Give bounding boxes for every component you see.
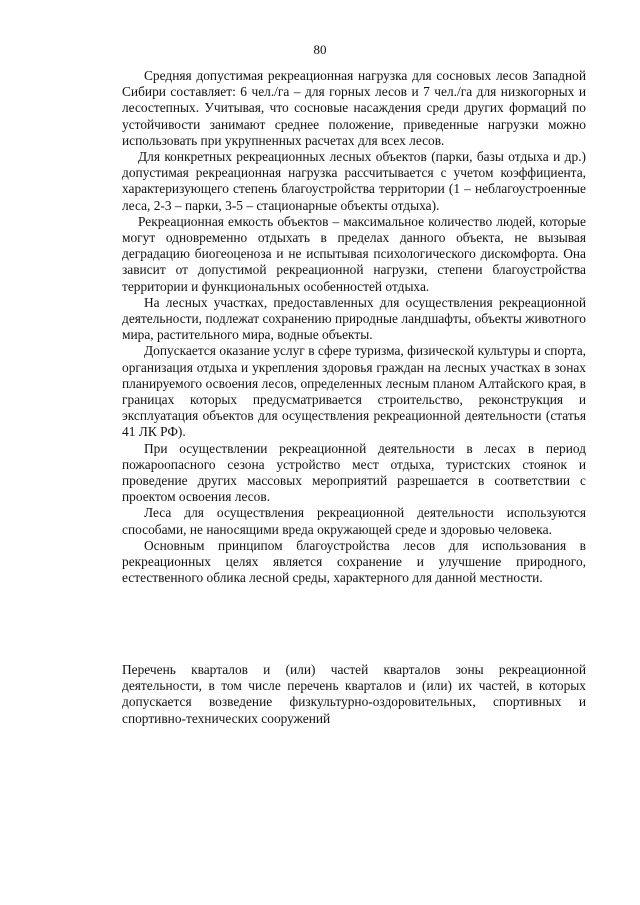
- paragraph-harmless-methods: Леса для осуществления рекреационной деятельности используются способами, не наносящими вреда окружающей среде и здоровью человека.: [122, 505, 586, 537]
- page-number: 80: [313, 42, 327, 57]
- paragraph-improvement-principle: Основным принципом благоустройства лесов для использования в рекреационных целях является сохранение и улучшение природного, естественного облика лесной среды, характерного для данной местности.: [122, 537, 586, 586]
- paragraph-load-coefficient: Для конкретных рекреационных лесных объектов (парки, базы отдыха и др.) допустимая рекреационная нагрузка рассчитывается с учетом коэффициента, характеризующего степень благоустройства территории (1 – неблагоустроенные леса, 2-3 – парки, 3-5 – стационарные объекты отдыха).: [122, 149, 586, 213]
- paragraph-fire-season: При осуществлении рекреационной деятельности в лесах в период пожароопасного сезона устройство мест отдыха, туристских стоянок и проведение других массовых мероприятий разрешается в соответствии с проектом освоения лесов.: [122, 440, 586, 505]
- paragraph-recreational-capacity: Рекреационная емкость объектов – максимальное количество людей, которые могут одновременно отдыхать в пределах данного объекта, не вызывая деградацию биогеоценоза и не испытывая психологического дискомфорта. Она зависит от допустимой рекреационной нагрузки, степени благоустройства территории и функциональных особенностей отдыха.: [122, 213, 586, 294]
- section-heading: Перечень кварталов и (или) частей кварталов зоны рекреационной деятельности, в том числе перечень кварталов и (или) их частей, в которых допускается возведение физкультурно-оздоровительных, спортивных и спортивно-технических сооружений: [122, 662, 586, 726]
- paragraph-permitted-services: Допускается оказание услуг в сфере туризма, физической культуры и спорта, организация отдыха и укрепления здоровья граждан на лесных участках в зонах планируемого освоения лесов, определенных лесным планом Алтайского края, в границах которых предусматривается строительство, реконструкция и эксплуатация объектов для осуществления рекреационной деятельности (статья 41 ЛК РФ).: [122, 343, 586, 440]
- paragraph-preserved-objects: На лесных участках, предоставленных для осуществления рекреационной деятельности, подлежат сохранению природные ландшафты, объекты животного мира, растительного мира, водные объекты.: [122, 294, 586, 343]
- body-text: [122, 68, 586, 587]
- paragraph-recreational-load: Средняя допустимая рекреационная нагрузка для сосновых лесов Западной Сибири составляет: 6 чел./га – для горных лесов и 7 чел./га для низкогорных и лесостепных. Учитывая, что сосновые насаждения среди других формаций по устойчивости занимают среднее положение, приведенные нагрузки можно использовать при укрупненных расчетах для всех лесов.: [122, 68, 586, 148]
